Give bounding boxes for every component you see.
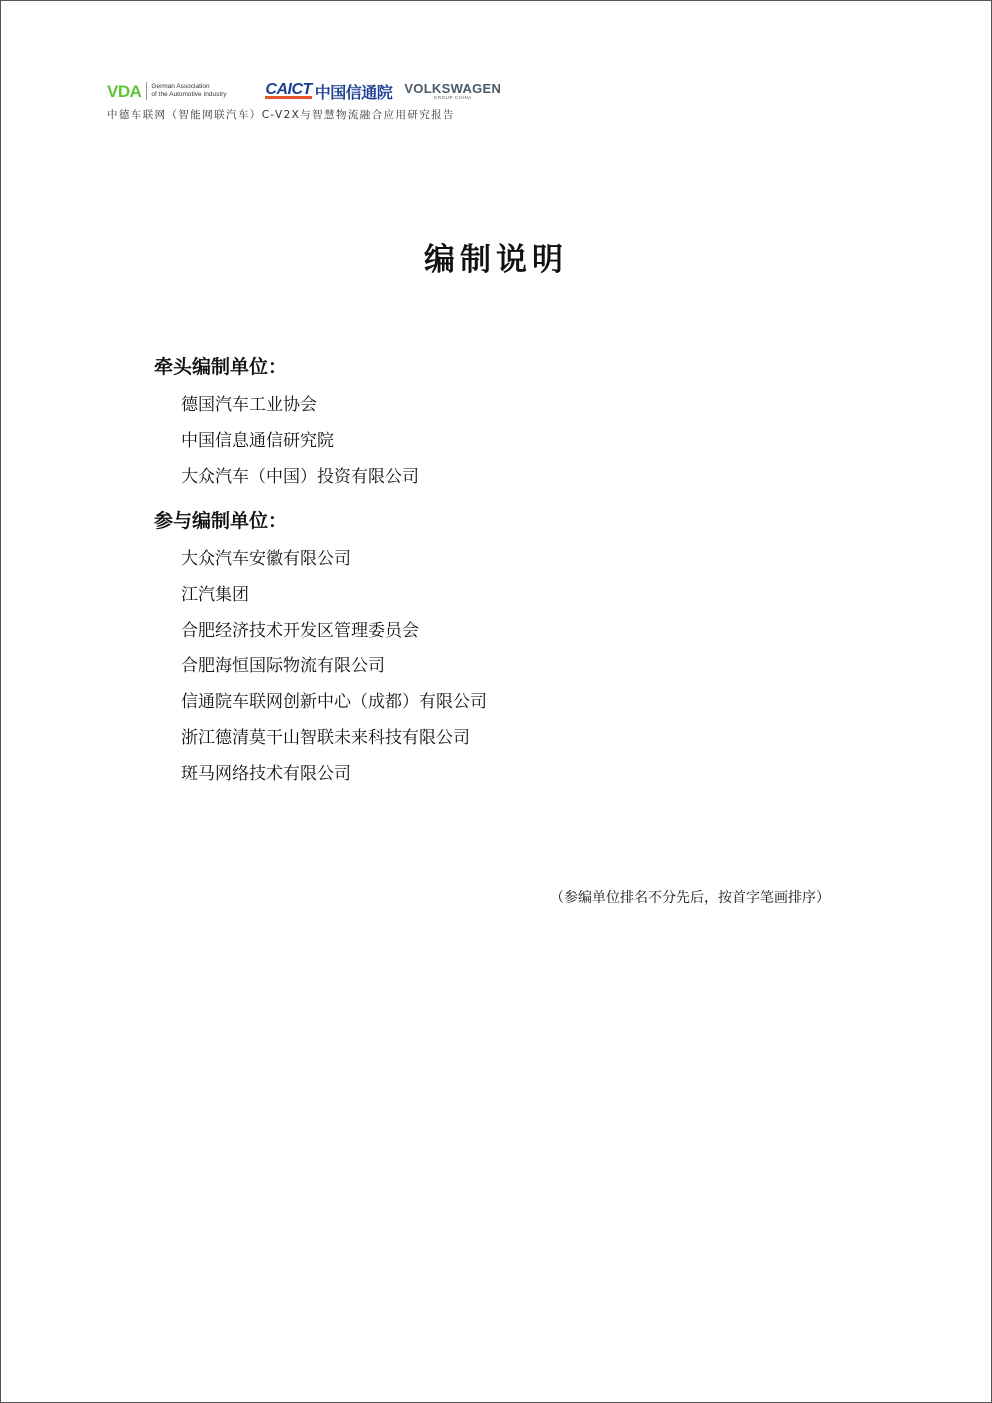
- participating-units-heading: 参与编制单位：: [154, 510, 288, 532]
- list-item: 合肥海恒国际物流有限公司: [181, 656, 385, 677]
- list-item: 江汽集团: [181, 584, 249, 605]
- vda-logo: VDA: [107, 81, 142, 101]
- vda-logo-divider: [146, 82, 147, 100]
- volkswagen-logo: [404, 82, 501, 101]
- participating-units-section: [154, 506, 487, 793]
- lead-units-section: [154, 352, 419, 495]
- list-item: 中国信息通信研究院: [181, 430, 334, 451]
- page-header: [107, 78, 501, 122]
- caict-logo-en: CAICT: [265, 81, 312, 98]
- lead-units-heading: 牵头编制单位：: [154, 356, 288, 378]
- caict-logo: [265, 80, 392, 103]
- volkswagen-logo-sub: GROUP CHINA: [433, 94, 472, 100]
- document-title: 编制说明: [424, 242, 568, 278]
- list-item: 德国汽车工业协会: [181, 395, 317, 415]
- list-item: 大众汽车（中国）投资有限公司: [181, 466, 419, 487]
- list-item: 斑马网络技术有限公司: [181, 763, 351, 784]
- participating-units-list: [154, 542, 487, 793]
- logo-row: [107, 78, 501, 104]
- vda-subtitle-line1: German Association: [151, 83, 210, 90]
- lead-units-list: [154, 388, 419, 495]
- vda-subtitle-line2: of the Automotive Industry: [151, 91, 227, 98]
- list-item: 信通院车联网创新中心（成都）有限公司: [181, 692, 487, 713]
- vda-logo-subtitle: [151, 83, 251, 99]
- list-item: 合肥经济技术开发区管理委员会: [181, 620, 419, 641]
- list-item: 大众汽车安徽有限公司: [181, 549, 351, 569]
- report-title: 中德车联网（智能网联汽车）C-V2X与智慧物流融合应用研究报告: [107, 109, 455, 121]
- ranking-footnote: （参编单位排名不分先后，按首字笔画排序）: [550, 890, 830, 906]
- list-item: 浙江德清莫干山智联未来科技有限公司: [181, 727, 470, 748]
- volkswagen-logo-main: VOLKSWAGEN: [404, 80, 502, 96]
- caict-logo-cn: 中国信通院: [314, 82, 393, 102]
